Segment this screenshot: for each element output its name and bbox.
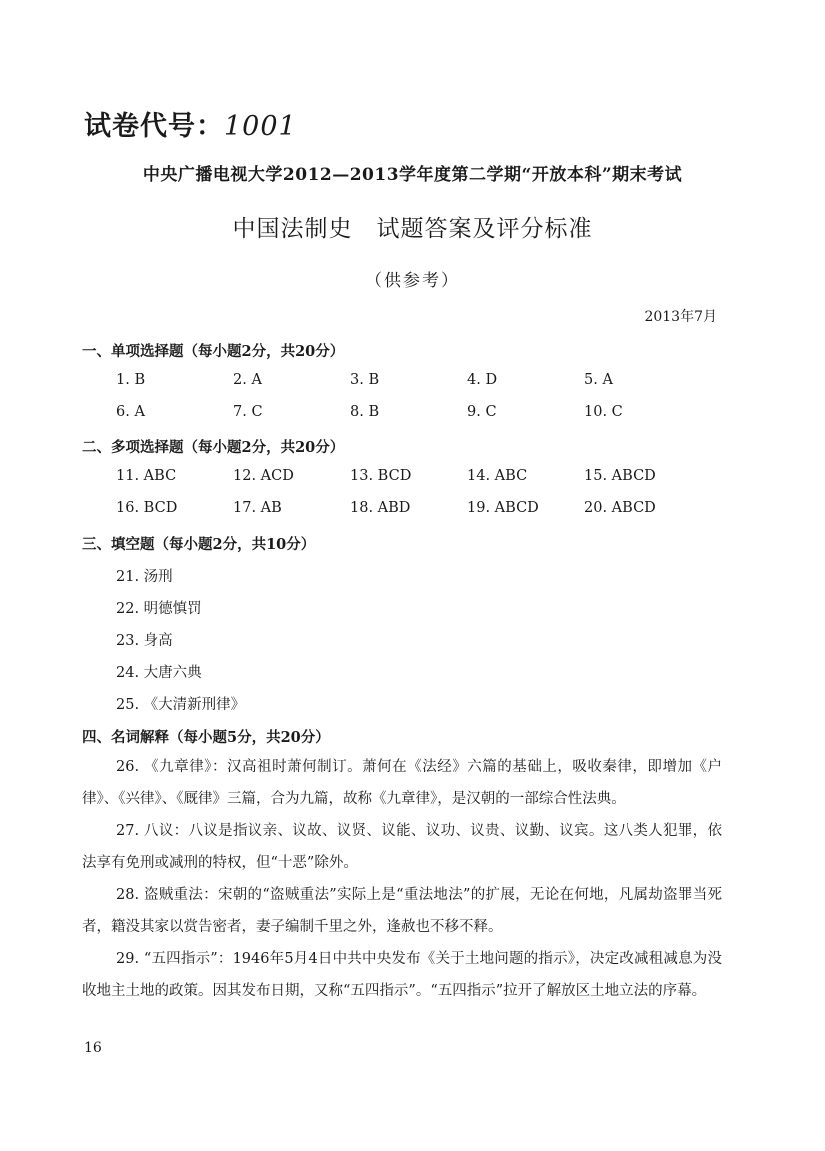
answer-item: 10. C [584, 404, 623, 420]
paper-code-number: 1001 [224, 111, 297, 142]
fill-answer: 25. 《大清新刑律》 [116, 697, 246, 713]
page-number: 16 [84, 1040, 102, 1056]
section-3-heading: 三、填空题（每小题2分，共10分） [82, 536, 316, 553]
answer-item: 7. C [233, 404, 263, 420]
section-2-row-2 [116, 500, 701, 516]
answer-item: 4. D [467, 372, 498, 388]
answer-item: 13. BCD [350, 468, 412, 484]
answer-item: 18. ABD [350, 500, 411, 516]
section-1-row-2 [116, 404, 701, 420]
reference-note: （供参考） [365, 271, 460, 291]
answer-item: 17. AB [233, 500, 282, 516]
section-1-row-1 [116, 372, 701, 388]
answer-item: 11. ABC [116, 468, 177, 484]
answer-item: 8. B [350, 404, 380, 420]
paper-code [84, 104, 297, 143]
fill-answer: 21. 汤刑 [116, 569, 173, 585]
answer-item: 12. ACD [233, 468, 294, 484]
answer-item: 20. ABCD [584, 500, 656, 516]
answer-item: 16. BCD [116, 500, 178, 516]
definition-paragraph: 26. 《九章律》：汉高祖时萧何制订。萧何在《法经》六篇的基础上，吸收秦律，即增加《户律》、《兴律》、《厩律》三篇，合为九篇，故称《九章律》，是汉朝的一部综合性法典。 [82, 759, 722, 807]
university-line: 中央广播电视大学2012—2013学年度第二学期“开放本科”期末考试 [142, 165, 683, 185]
section-1-heading: 一、单项选择题（每小题2分，共20分） [82, 343, 345, 360]
answer-item: 3. B [350, 372, 380, 388]
paper-code-label: 试卷代号： [84, 111, 224, 142]
section-2-row-1 [116, 468, 701, 484]
section-2-heading: 二、多项选择题（每小题2分，共20分） [82, 439, 345, 456]
answer-item: 5. A [584, 372, 613, 388]
fill-answer: 24. 大唐六典 [116, 665, 202, 681]
definition-paragraph: 29. “五四指示”：1946年5月4日中共中央发布《关于土地问题的指示》，决定改减租减息为没收地主土地的政策。因其发布日期，又称“五四指示”。“五四指示”拉开了解放区土地立法的序幕。 [82, 951, 722, 999]
answer-item: 15. ABCD [584, 468, 656, 484]
section-4-heading: 四、名词解释（每小题5分，共20分） [82, 729, 330, 746]
answer-item: 6. A [116, 404, 145, 420]
document-title: 中国法制史 试题答案及评分标准 [232, 216, 593, 242]
definition-paragraph: 28. 盗贼重法：宋朝的“盗贼重法”实际上是“重法地法”的扩展，无论在何地，凡属劫盗罪当死者，籍没其家以赏告密者，妻子编制千里之外，逢赦也不移不释。 [82, 887, 722, 935]
answer-item: 9. C [467, 404, 497, 420]
answer-item: 1. B [116, 372, 146, 388]
exam-date: 2013年7月 [644, 309, 717, 325]
answer-item: 14. ABC [467, 468, 528, 484]
fill-answer: 22. 明德慎罚 [116, 601, 202, 617]
answer-item: 19. ABCD [467, 500, 539, 516]
definition-paragraph: 27. 八议：八议是指议亲、议故、议贤、议能、议功、议贵、议勤、议宾。这八类人犯罪，依法享有免刑或减刑的特权，但“十恶”除外。 [82, 823, 722, 871]
answer-item: 2. A [233, 372, 262, 388]
fill-answer: 23. 身高 [116, 633, 173, 649]
